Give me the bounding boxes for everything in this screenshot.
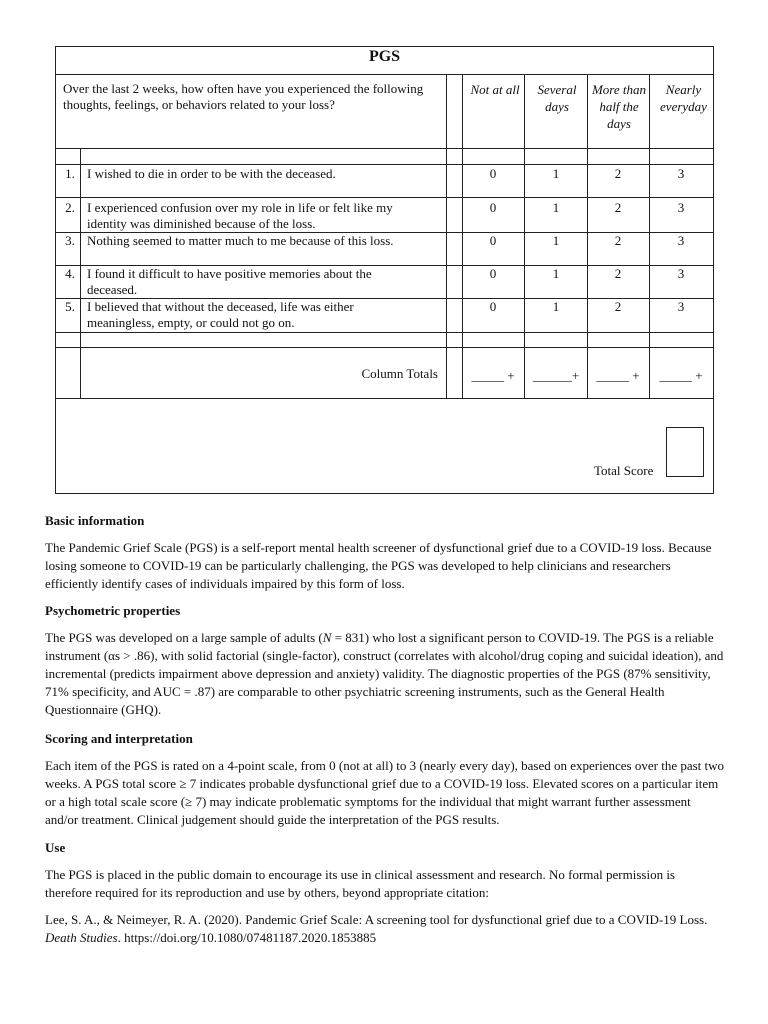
item-value[interactable]: 1 (552, 266, 560, 281)
divider (446, 74, 447, 398)
divider (56, 197, 713, 198)
item-number: 2. (65, 200, 75, 215)
item-value[interactable]: 3 (677, 233, 685, 248)
divider (56, 164, 713, 165)
column-total-blank[interactable]: ______+ (532, 368, 580, 383)
item-number: 3. (65, 233, 75, 248)
item-value[interactable]: 2 (614, 266, 622, 281)
column-total-blank[interactable]: _____ + (471, 368, 515, 383)
item-value[interactable]: 3 (677, 166, 685, 181)
column-total-blank[interactable]: _____ + (659, 368, 703, 383)
column-header: More than half the days (591, 82, 647, 131)
item-value[interactable]: 2 (614, 200, 622, 215)
item-value[interactable]: 3 (677, 299, 685, 314)
item-value[interactable]: 0 (489, 233, 497, 248)
item-number: 5. (65, 299, 75, 314)
item-number: 1. (65, 166, 75, 181)
section-text: The PGS is placed in the public domain to encourage its use in clinical assessment and research. No formal permission is therefore required for its reproduction and use by others, beyond appropriate citation: (45, 867, 675, 900)
column-header: Not at all (470, 82, 520, 97)
column-header: Several days (537, 82, 577, 114)
item-number: 4. (65, 266, 75, 281)
item-value[interactable]: 2 (614, 233, 622, 248)
divider (56, 347, 713, 348)
divider (56, 148, 713, 149)
item-value[interactable]: 3 (677, 266, 685, 281)
item-value[interactable]: 0 (489, 299, 497, 314)
column-header: Nearly everyday (660, 82, 707, 114)
item-value[interactable]: 0 (489, 166, 497, 181)
column-total-blank[interactable]: _____ + (596, 368, 640, 383)
section-heading: Psychometric properties (45, 603, 181, 618)
section-heading: Use (45, 840, 66, 855)
item-value[interactable]: 1 (552, 200, 560, 215)
question-prompt: Over the last 2 weeks, how often have you experienced the following thoughts, feelings, or behaviors related to your loss? (63, 81, 424, 112)
item-value[interactable]: 1 (552, 299, 560, 314)
section-heading: Basic information (45, 513, 145, 528)
form-title: PGS (368, 48, 401, 65)
divider (56, 398, 713, 399)
item-value[interactable]: 2 (614, 299, 622, 314)
divider (56, 74, 713, 75)
item-text: I found it difficult to have positive memories about the deceased. (87, 266, 372, 297)
item-text: I experienced confusion over my role in life or felt like my identity was diminished because of the loss. (87, 200, 393, 231)
column-totals-label: Column Totals (361, 366, 438, 381)
item-value[interactable]: 2 (614, 166, 622, 181)
section-text: Each item of the PGS is rated on a 4-point scale, from 0 (not at all) to 3 (nearly every day), based on experiences over the past two weeks. A PGS total score ≥ 7 indicates probable dysfunctional grief due to a COVID-19 loss. Elevated scores on a particular item or a high total scale score (≥ 7) may indicate problematic symptoms for the individual that might warrant further assessment and/or treatment. Clinical judgement should guide the interpretation of the PGS results. (45, 758, 725, 827)
total-score-label: Total Score (594, 463, 654, 478)
section-text: The PGS was developed on a large sample of adults (N = 831) who lost a significant person to COVID-19. The PGS is a reliable instrument (αs > .86), with solid factorial (single-factor), construct (correlates with alcohol/drug coping and suicidal ideation), and incremental (predicts impairment above depression and anxiety) validity. The diagnostic properties of the PGS (87% sensitivity, 71% specificity, and AUC = .87) are comparable to other psychiatric screening instruments, such as the General Health Questionnaire (GHQ). (45, 630, 724, 717)
section-heading: Scoring and interpretation (45, 731, 193, 746)
item-value[interactable]: 3 (677, 200, 685, 215)
item-value[interactable]: 1 (552, 233, 560, 248)
section-text: The Pandemic Grief Scale (PGS) is a self-report mental health screener of dysfunctional grief due to a COVID-19 loss. Because losing someone to COVID-19 can be particularly challenging, the PGS was developed to help clinicians and researchers efficiently identify cases of individuals impaired by this form of loss. (45, 540, 712, 591)
item-text: I believed that without the deceased, life was either meaningless, empty, or could not go on. (87, 299, 354, 330)
divider (56, 332, 713, 333)
item-value[interactable]: 1 (552, 166, 560, 181)
item-value[interactable]: 0 (489, 200, 497, 215)
item-text: I wished to die in order to be with the deceased. (87, 166, 336, 181)
citation: Lee, S. A., & Neimeyer, R. A. (2020). Pandemic Grief Scale: A screening tool for dysfunctional grief due to a COVID-19 Loss. Death Studies. https://doi.org/10.1080/07481187.2020.1853885 (45, 912, 708, 945)
total-score-box[interactable] (666, 427, 704, 477)
item-text: Nothing seemed to matter much to me because of this loss. (87, 233, 394, 248)
item-value[interactable]: 0 (489, 266, 497, 281)
pgs-form-table (55, 46, 714, 494)
